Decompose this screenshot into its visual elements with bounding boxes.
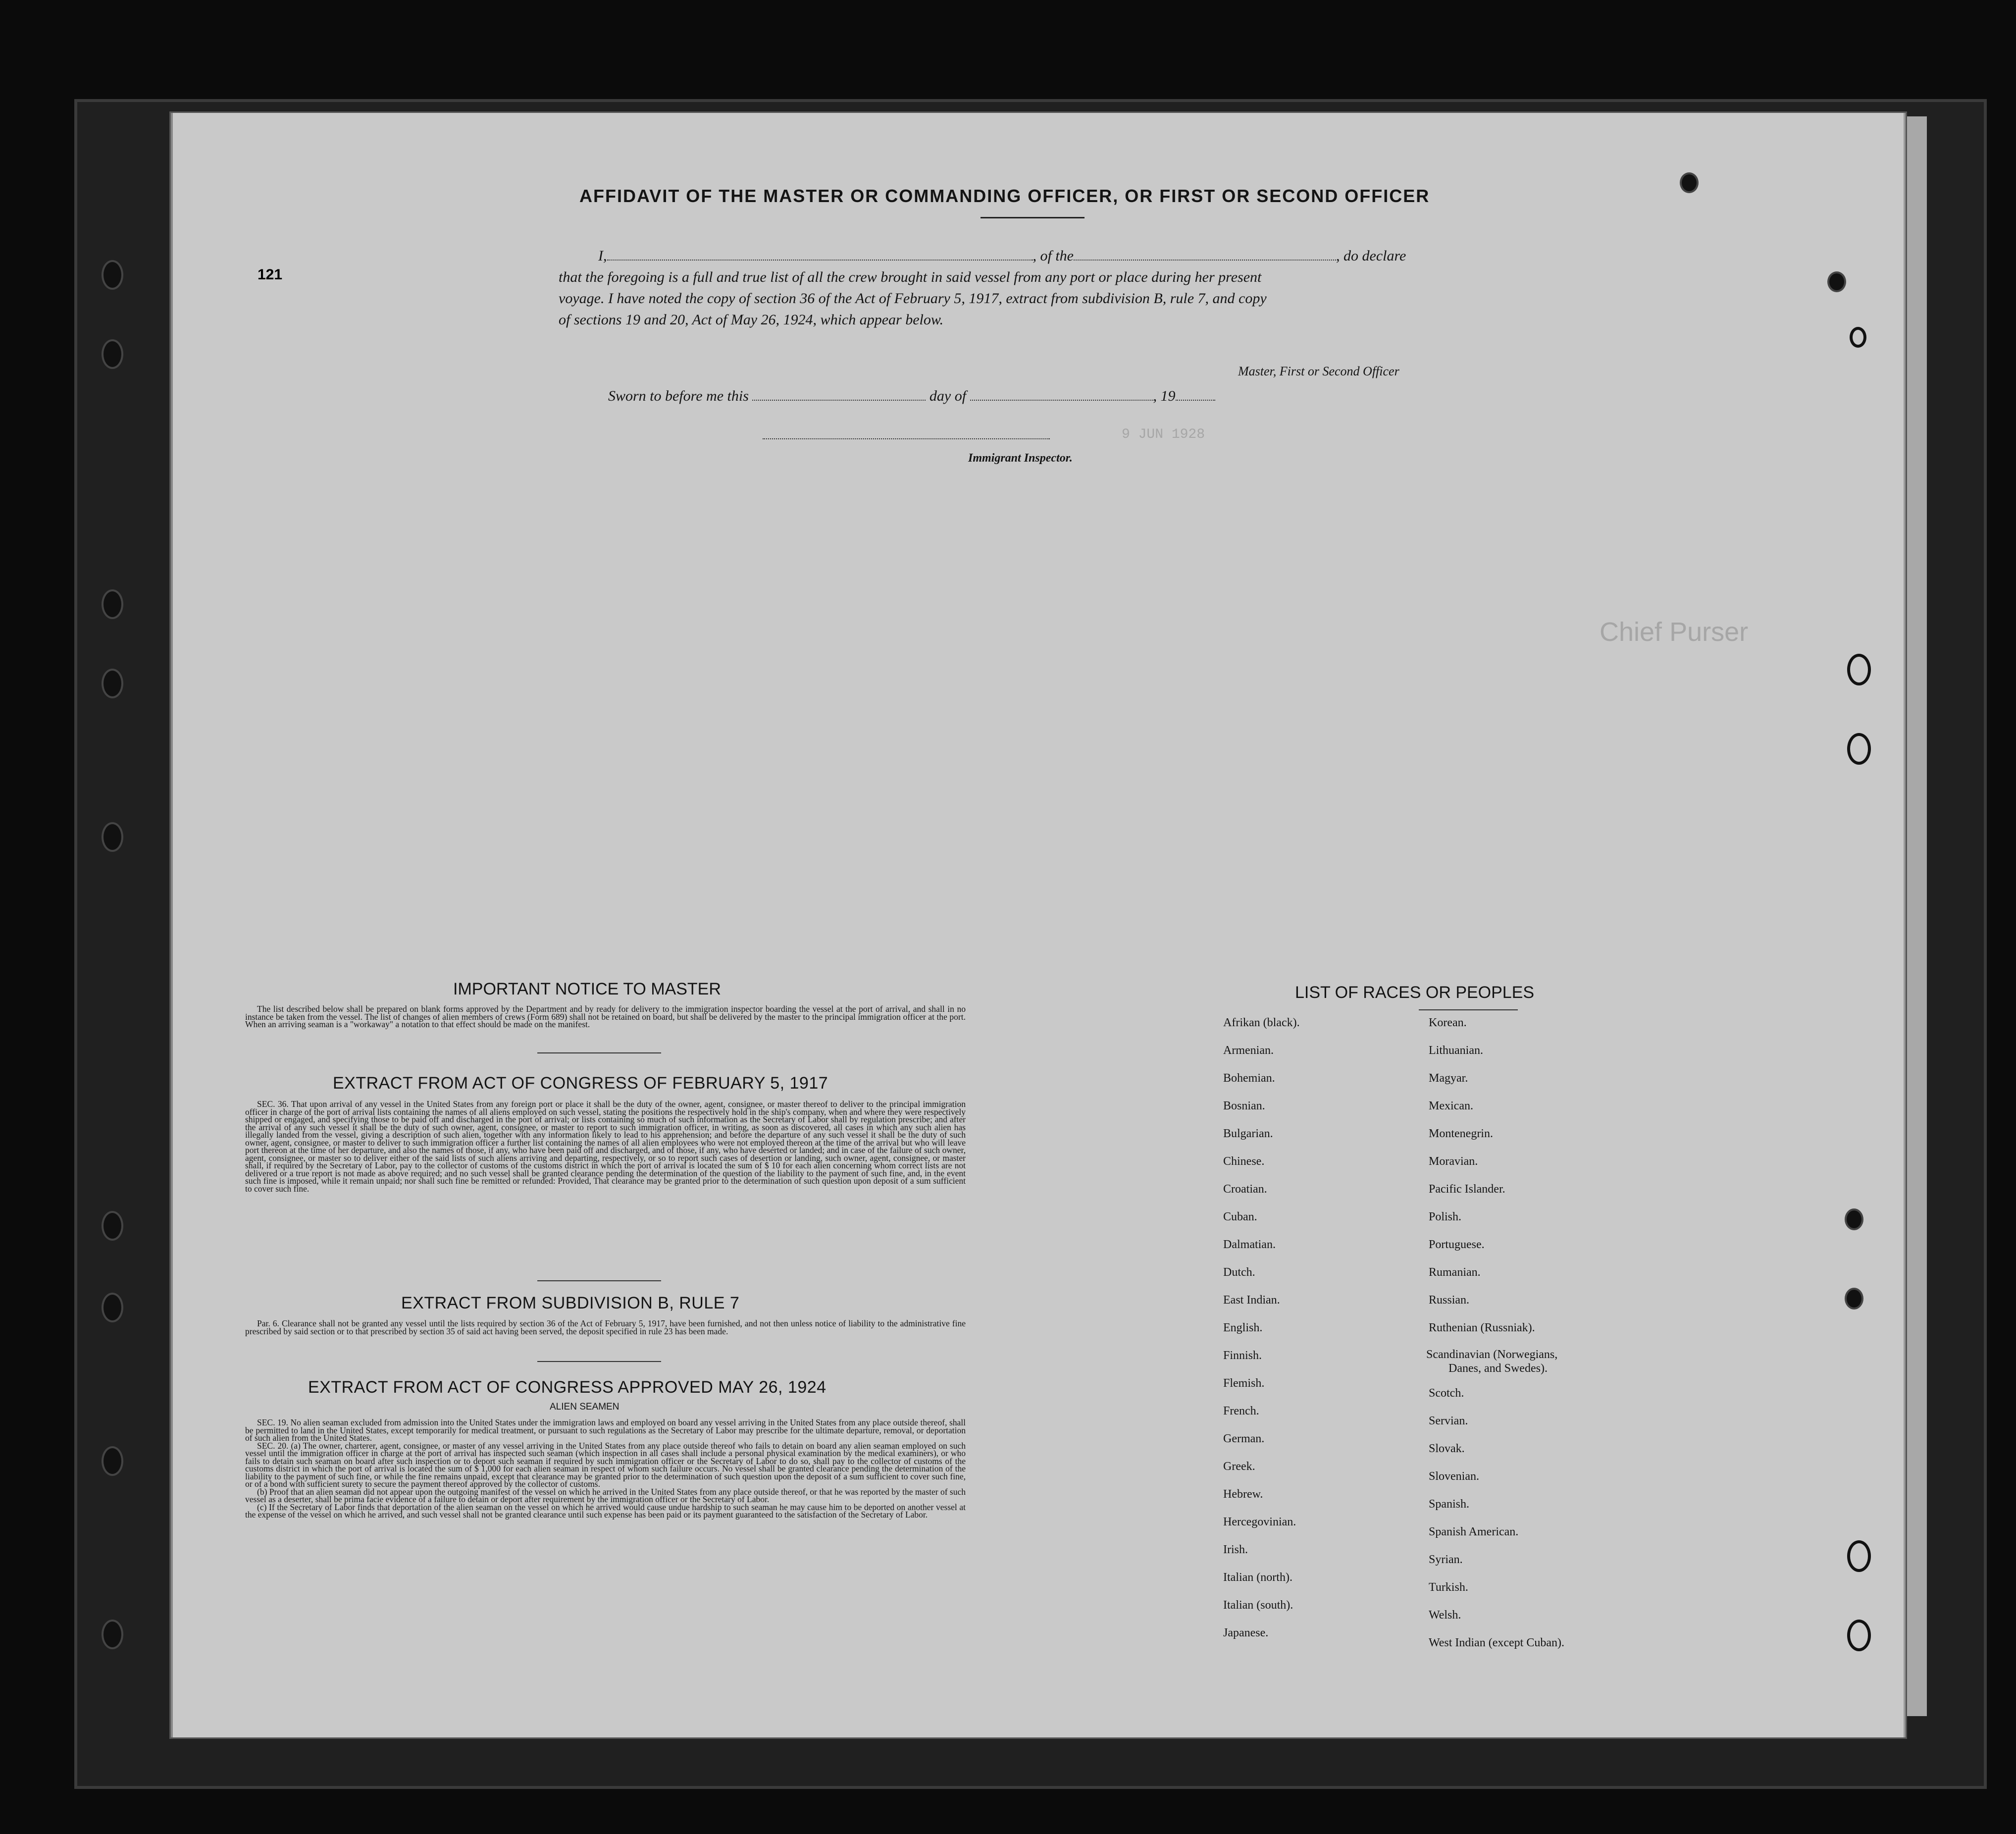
declaration-of: , of the: [1033, 248, 1074, 264]
race-left: German.: [1223, 1432, 1265, 1445]
title-rule: [981, 217, 1085, 218]
vessel-blank[interactable]: [1074, 260, 1336, 261]
alien-seamen-subheading: ALIEN SEAMEN: [550, 1402, 620, 1412]
binder-hole-right: [1847, 654, 1871, 685]
race-right: Rumanian.: [1429, 1266, 1481, 1279]
binder-hole-left: [102, 1211, 123, 1241]
affidavit-line: voyage. I have noted the copy of section 36 of the Act of February 5, 1917, extract from subdivision B, rule 7, and copy: [559, 290, 1267, 307]
race-left: Cuban.: [1223, 1210, 1257, 1223]
race-right: Spanish.: [1429, 1498, 1470, 1511]
year-blank[interactable]: [1176, 389, 1215, 401]
race-left: Bulgarian.: [1223, 1127, 1273, 1140]
inspector-label: Immigrant Inspector.: [968, 452, 1073, 465]
affidavit-line: that the foregoing is a full and true list of all the crew brought in said vessel from any port or place during her present: [559, 269, 1262, 285]
races-rule: [1419, 1009, 1518, 1010]
master-signature-label: Master, First or Second Officer: [1238, 364, 1399, 378]
race-right: West Indian (except Cuban).: [1429, 1636, 1564, 1649]
race-right: Slovak.: [1429, 1442, 1465, 1455]
rule-7-heading: EXTRACT FROM SUBDIVISION B, RULE 7: [401, 1294, 740, 1312]
binder-hole-left: [102, 669, 123, 698]
punch-mark: [1850, 327, 1866, 348]
race-right: Ruthenian (Russniak).: [1429, 1321, 1535, 1334]
binder-hole-left: [102, 339, 123, 369]
race-left: Armenian.: [1223, 1044, 1274, 1057]
race-left: English.: [1223, 1321, 1263, 1334]
race-right: Danes, and Swedes).: [1448, 1362, 1548, 1375]
binder-hole-left: [102, 1620, 123, 1649]
punch-mark: [1827, 271, 1846, 292]
sec-20a-paragraph: SEC. 20. (a) The owner, charterer, agent, consignee, or master of any vessel arriving in the United States from any place outside thereof who fails to detain on board any alien seaman employed on such vessel until the immigration officer in charge at the port of arrival has inspected such seaman (which inspection in all cases shall include a personal physical examination by the medical examiners), or who fails to detain such seaman on board after such inspection or to deport such seaman if required by such immigration officer or the Secretary of Labor to do so, shall pay to the collector of customs of the customs district in which the port of arrival is located the sum of $ 1,000 for each alien seaman in respect of whom such failure occurs. No vessel shall be granted clearance pending the determination of the liability to the payment of such fine, or while the fine remains unpaid, except that clearance may be granted prior to the determination of such question upon the deposit of a sum sufficient to cover such fine, or of a bond with sufficient surety to secure the payment thereof approved by the collector of customs.: [245, 1440, 966, 1489]
month-blank[interactable]: [970, 389, 1153, 401]
race-left: Japanese.: [1223, 1626, 1269, 1639]
binder-hole-left: [102, 589, 123, 619]
race-left: Dutch.: [1223, 1266, 1255, 1279]
act-1924-heading: EXTRACT FROM ACT OF CONGRESS APPROVED MAY 26, 1924: [308, 1378, 827, 1397]
declaration-line: [559, 245, 1509, 266]
day-blank[interactable]: [752, 389, 926, 401]
declaration-i: I,: [598, 248, 607, 264]
affidavit-body: [559, 245, 1509, 330]
binder-hole-right: [1845, 1288, 1863, 1310]
declaration-declare: , do declare: [1336, 248, 1406, 264]
race-right: Lithuanian.: [1429, 1044, 1483, 1057]
year-prefix: , 19: [1153, 388, 1176, 404]
race-left: Dalmatian.: [1223, 1238, 1276, 1251]
race-right: Syrian.: [1429, 1553, 1463, 1566]
notice-heading: IMPORTANT NOTICE TO MASTER: [453, 980, 721, 998]
race-left: Afrikan (black).: [1223, 1016, 1300, 1029]
race-left: Italian (south).: [1223, 1599, 1293, 1612]
race-left: Italian (north).: [1223, 1571, 1292, 1584]
binder-hole-left: [102, 1446, 123, 1476]
binder-hole-right: [1847, 1620, 1871, 1651]
race-right: Russian.: [1429, 1294, 1470, 1307]
affidavit-title: AFFIDAVIT OF THE MASTER OR COMMANDING OFFICER, OR FIRST OR SECOND OFFICER: [579, 186, 1430, 206]
race-right: Turkish.: [1429, 1581, 1468, 1594]
notice-text: [245, 1005, 966, 1029]
affidavit-line: of sections 19 and 20, Act of May 26, 1924, which appear below.: [559, 312, 944, 328]
notice-paragraph: The list described below shall be prepared on blank forms approved by the Department and by ready for delivery to the immigration inspector boarding the vessel at the port of arrival, and shall in no instance be taken from the vessel. The list of changes of alien members of crews (Form 689) shall not be retained on board, but shall be delivered by the master to the principal immigration officer at the port. When an arriving seaman is a "workaway" a notation to that effect should be made on the manifest.: [245, 1004, 966, 1029]
inspector-signature-line[interactable]: [763, 438, 1050, 439]
bleed-through-stamp: 9 JUN 1928: [1122, 427, 1205, 442]
act-1917-heading: EXTRACT FROM ACT OF CONGRESS OF FEBRUARY 5, 1917: [333, 1074, 828, 1093]
act-1917-paragraph: SEC. 36. That upon arrival of any vessel in the United States from any foreign port or place it shall be the duty of the owner, agent, consignee, or master thereof to deliver to the principal immigration officer in charge of the port of arrival lists containing the names of all aliens employed on such vessel, stating the positions the respectively hold in the ship's company, when and where they were respectively shipped or engaged, and specifying those to be paid off and discharged in the port of arrival; or lists containing so much of such information as the Secretary of Labor shall by regulation prescribe; and after the arrival of any such vessel it shall be the duty of such owner, agent, consignee, or master to report to such immigration officer, in writing, as soon as discovered, all cases in which any such alien has illegally landed from the vessel, giving a description of such alien, together with any information likely to lead to his apprehension; and before the departure of any such vessel it shall be the duty of such owner, agent, consignee, or master to deliver to such immigration officer a further list containing the names of all alien employees who were not employed thereon at the time of the arrival but who will leave port thereon at the time of her departure, and also the names of those, if any, who have been paid off and discharged, and of those, if any, who have deserted or landed; and in case of the failure of such owner, agent, consignee, or master so to deliver either of the said lists of such aliens arriving and departing, respectively, or so to report such cases of desertion or landing, such owner, agent, consignee, or master shall, if required by the Secretary of Labor, pay to the collector of customs of the customs district in which the port of arrival is located the sum of $ 10 for each alien concerning whom correct lists are not delivered or a true report is not made as above required; and no such vessel shall be granted clearance pending the determination of the question of the liability to the payment of such fine, and, in the event such fine is imposed, while it remain unpaid; nor shall such fine be remitted or refunded: Provided, That clearance may be granted prior to the determination of such question upon deposit of a sum sufficient to cover such fine.: [245, 1099, 966, 1194]
race-right: Polish.: [1429, 1210, 1462, 1223]
race-left: East Indian.: [1223, 1294, 1280, 1307]
day-of-text: day of: [929, 388, 967, 404]
race-right: Korean.: [1429, 1016, 1467, 1029]
race-left: Bosnian.: [1223, 1100, 1265, 1112]
name-blank[interactable]: [607, 260, 1033, 261]
page-edge: [1906, 116, 1927, 1716]
race-right: Spanish American.: [1429, 1525, 1519, 1538]
race-left: Chinese.: [1223, 1155, 1265, 1168]
race-right: Magyar.: [1429, 1072, 1468, 1085]
punch-mark: [1680, 172, 1699, 193]
race-left: French.: [1223, 1405, 1259, 1417]
sec-19-paragraph: SEC. 19. No alien seaman excluded from admission into the United States under the immigration laws and employed on board any vessel arriving in the United States from any place outside thereof, shall be permitted to land in the United States, except temporarily for medical treatment, or pursuant to such regulations as the Secretary of Labor may prescribe for the ultimate departure, removal, or deportation of such alien from the United States.: [245, 1417, 966, 1443]
section-divider: [537, 1280, 661, 1281]
act-1924-text: [245, 1419, 966, 1519]
binder-hole-right: [1847, 1540, 1871, 1572]
race-right: Servian.: [1429, 1415, 1468, 1427]
race-left: Finnish.: [1223, 1349, 1262, 1362]
race-left: Bohemian.: [1223, 1072, 1275, 1085]
race-left: Greek.: [1223, 1460, 1255, 1473]
sec-20c-paragraph: (c) If the Secretary of Labor finds that deportation of the alien seaman on the vessel on which he arrived would cause undue hardship to such seaman he may cause him to be deported on another vessel at the expense of the vessel on which he arrived, and such vessel shall not be granted clearance until such expense has been paid or its payment guaranteed to the satisfaction of the Secretary of Labor.: [245, 1502, 966, 1520]
race-right: Mexican.: [1429, 1100, 1473, 1112]
race-right: Moravian.: [1429, 1155, 1478, 1168]
race-right: Slovenian.: [1429, 1470, 1479, 1483]
race-left: Croatian.: [1223, 1183, 1267, 1196]
race-right: Pacific Islander.: [1429, 1183, 1505, 1196]
race-right: Scotch.: [1429, 1387, 1464, 1400]
section-divider: [537, 1361, 661, 1362]
race-right: Portuguese.: [1429, 1238, 1485, 1251]
race-left: Irish.: [1223, 1543, 1248, 1556]
race-right: Montenegrin.: [1429, 1127, 1493, 1140]
rule-7-text: [245, 1320, 966, 1335]
bleed-through-text: Chief Purser: [1600, 617, 1749, 647]
race-left: Hercegovinian.: [1223, 1516, 1296, 1528]
binder-hole-left: [102, 1293, 123, 1322]
sec-20b-paragraph: (b) Proof that an alien seaman did not appear upon the outgoing manifest of the vessel on which he arrived in the United States from any place outside thereof, or that he was reported by the master of such vessel as a deserter, shall be prima facie evidence of a failure to detain or deport after requirement by the immigration officer or the Secretary of Labor.: [245, 1486, 966, 1504]
margin-mark: 121: [258, 266, 283, 283]
sworn-text: Sworn to before me this: [608, 388, 749, 404]
section-divider: [537, 1052, 661, 1053]
race-right: Scandinavian (Norwegians,: [1426, 1348, 1558, 1361]
binder-hole-left: [102, 822, 123, 852]
races-heading: LIST OF RACES OR PEOPLES: [1295, 983, 1535, 1002]
binder-hole-left: [102, 260, 123, 290]
race-left: Hebrew.: [1223, 1488, 1263, 1501]
act-1917-text: [245, 1100, 966, 1193]
race-left: Flemish.: [1223, 1377, 1265, 1390]
binder-hole-right: [1847, 733, 1871, 765]
binder-hole-right: [1845, 1208, 1863, 1230]
race-right: Welsh.: [1429, 1609, 1461, 1622]
sworn-line: [608, 388, 1215, 405]
rule-7-paragraph: Par. 6. Clearance shall not be granted any vessel until the lists required by section 36 of the Act of February 5, 1917, have been furnished, and not then unless notice of liability to the administrative fine prescribed by said section or to that prescribed by section 35 of said act having been served, the deposit specified in rule 23 has been made.: [245, 1318, 966, 1336]
